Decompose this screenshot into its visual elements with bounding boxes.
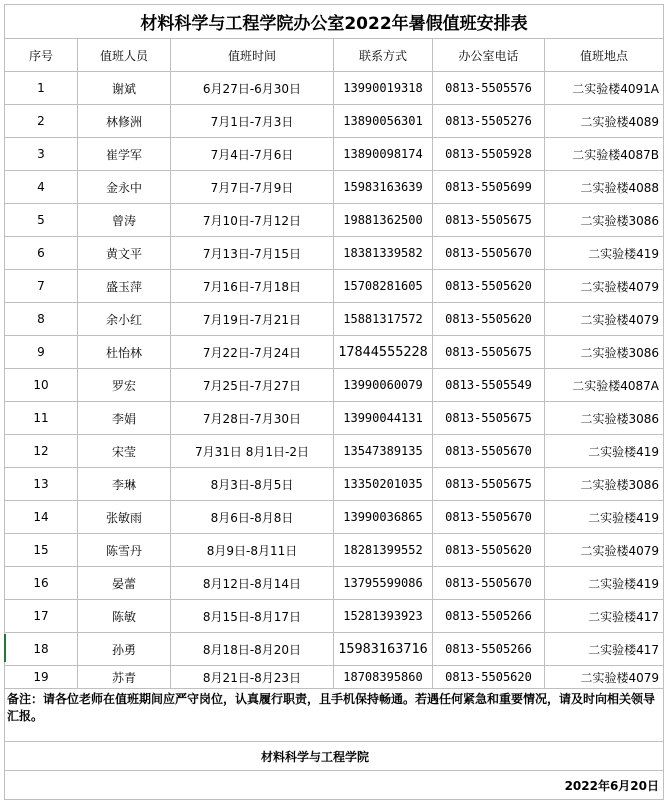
office-phone[interactable]: 0813-5505928 [433,138,545,171]
duty-location[interactable]: 二实验楼417 [545,600,664,633]
duty-person[interactable]: 金永中 [78,171,171,204]
duty-time[interactable]: 8月6日-8月8日 [171,501,334,534]
office-phone[interactable]: 0813-5505276 [433,105,545,138]
column-header-phone[interactable]: 联系方式 [334,39,433,72]
duty-location[interactable]: 二实验楼419 [545,567,664,600]
office-phone[interactable]: 0813-5505675 [433,204,545,237]
table-row [5,303,664,336]
contact-phone[interactable]: 17844555228 [334,336,433,369]
duty-location[interactable]: 二实验楼419 [545,501,664,534]
duty-person[interactable]: 黄文平 [78,237,171,270]
table-title[interactable]: 材料科学与工程学院办公室2022年暑假值班安排表 [5,5,664,39]
duty-time[interactable]: 7月7日-7月9日 [171,171,334,204]
table-row [5,204,664,237]
duty-time[interactable]: 7月22日-7月24日 [171,336,334,369]
duty-location[interactable]: 二实验楼4091A [545,72,664,105]
table-row [5,633,664,666]
duty-location[interactable]: 二实验楼4079 [545,303,664,336]
duty-location[interactable]: 二实验楼417 [545,633,664,666]
duty-location[interactable]: 二实验楼419 [545,435,664,468]
duty-time[interactable]: 7月16日-7月18日 [171,270,334,303]
duty-location[interactable]: 二实验楼4079 [545,270,664,303]
contact-phone[interactable]: 18708395860 [334,666,433,689]
row-number[interactable]: 14 [5,501,78,534]
duty-time[interactable]: 7月1日-7月3日 [171,105,334,138]
duty-person[interactable]: 罗宏 [78,369,171,402]
duty-time[interactable]: 8月15日-8月17日 [171,600,334,633]
table-row [5,369,664,402]
table-row [5,105,664,138]
contact-phone[interactable]: 13890056301 [334,105,433,138]
duty-time[interactable]: 7月31日 8月1日-2日 [171,435,334,468]
contact-phone[interactable]: 13795599086 [334,567,433,600]
table-row [5,435,664,468]
duty-location[interactable]: 二实验楼3086 [545,468,664,501]
duty-person[interactable]: 李娟 [78,402,171,435]
duty-location[interactable]: 二实验楼4087B [545,138,664,171]
contact-phone[interactable]: 13350201035 [334,468,433,501]
table-row [5,600,664,633]
table-row [5,402,664,435]
table-row [5,501,664,534]
row-number[interactable]: 9 [5,336,78,369]
duty-schedule-table [4,4,664,800]
duty-time[interactable]: 8月3日-8月5日 [171,468,334,501]
duty-time[interactable]: 7月13日-7月15日 [171,237,334,270]
contact-phone[interactable]: 15281393923 [334,600,433,633]
row-number[interactable]: 1 [5,72,78,105]
duty-person[interactable]: 苏青 [78,666,171,689]
duty-person[interactable]: 陈雪丹 [78,534,171,567]
table-row [5,534,664,567]
duty-person[interactable]: 盛玉萍 [78,270,171,303]
table-row [5,336,664,369]
duty-person[interactable]: 林修洲 [78,105,171,138]
table-row [5,72,664,105]
row-number[interactable]: 13 [5,468,78,501]
table-row [5,270,664,303]
duty-time[interactable]: 6月27日-6月30日 [171,72,334,105]
contact-phone[interactable]: 13990036865 [334,501,433,534]
row-number[interactable]: 19 [5,666,78,689]
row-number[interactable]: 4 [5,171,78,204]
contact-phone[interactable]: 15708281605 [334,270,433,303]
duty-person[interactable]: 宋莹 [78,435,171,468]
contact-phone[interactable]: 13990044131 [334,402,433,435]
table-row [5,567,664,600]
header-row [5,39,664,72]
row-number[interactable]: 2 [5,105,78,138]
row-number[interactable]: 15 [5,534,78,567]
contact-phone[interactable]: 13890098174 [334,138,433,171]
contact-phone[interactable]: 19881362500 [334,204,433,237]
row-number[interactable]: 17 [5,600,78,633]
duty-location[interactable]: 二实验楼3086 [545,204,664,237]
office-phone[interactable]: 0813-5505266 [433,600,545,633]
column-header-office-phone[interactable]: 办公室电话 [433,39,545,72]
office-phone[interactable]: 0813-5505675 [433,468,545,501]
date[interactable]: 2022年6月20日 [433,771,664,800]
office-phone[interactable]: 0813-5505549 [433,369,545,402]
table-row [5,138,664,171]
contact-phone[interactable]: 18281399552 [334,534,433,567]
duty-time[interactable]: 8月9日-8月11日 [171,534,334,567]
duty-time[interactable]: 7月25日-7月27日 [171,369,334,402]
office-phone[interactable]: 0813-5505675 [433,336,545,369]
spreadsheet [4,4,663,800]
duty-person[interactable]: 张敏雨 [78,501,171,534]
duty-location[interactable]: 二实验楼4089 [545,105,664,138]
table-row [5,171,664,204]
duty-time[interactable]: 7月4日-7月6日 [171,138,334,171]
duty-person[interactable]: 陈敏 [78,600,171,633]
office-phone[interactable]: 0813-5505620 [433,666,545,689]
duty-time[interactable]: 8月18日-8月20日 [171,633,334,666]
table-row [5,666,664,689]
office-phone[interactable]: 0813-5505576 [433,72,545,105]
row-number[interactable]: 3 [5,138,78,171]
row-number[interactable]: 6 [5,237,78,270]
signature[interactable]: 材料科学与工程学院 [171,742,664,771]
duty-location[interactable]: 二实验楼3086 [545,336,664,369]
contact-phone[interactable]: 15983163639 [334,171,433,204]
office-phone[interactable]: 0813-5505699 [433,171,545,204]
column-header-time[interactable]: 值班时间 [171,39,334,72]
office-phone[interactable]: 0813-5505620 [433,534,545,567]
row-number[interactable]: 8 [5,303,78,336]
table-row [5,237,664,270]
duty-time[interactable]: 8月12日-8月14日 [171,567,334,600]
duty-time[interactable]: 7月28日-7月30日 [171,402,334,435]
office-phone[interactable]: 0813-5505620 [433,303,545,336]
office-phone[interactable]: 0813-5505670 [433,567,545,600]
duty-location[interactable]: 二实验楼4079 [545,666,664,689]
office-phone[interactable]: 0813-5505675 [433,402,545,435]
office-phone[interactable]: 0813-5505266 [433,633,545,666]
duty-person[interactable]: 杜怡林 [78,336,171,369]
contact-phone[interactable]: 15881317572 [334,303,433,336]
column-header-no[interactable]: 序号 [5,39,78,72]
duty-location[interactable]: 二实验楼4087A [545,369,664,402]
blank-cell[interactable] [5,742,171,771]
duty-person[interactable]: 余小红 [78,303,171,336]
duty-location[interactable]: 二实验楼3086 [545,402,664,435]
row-number[interactable]: 5 [5,204,78,237]
contact-phone[interactable]: 15983163716 [334,633,433,666]
blank-cell[interactable] [5,771,433,800]
duty-person[interactable]: 谢斌 [78,72,171,105]
contact-phone[interactable]: 13547389135 [334,435,433,468]
table-row [5,468,664,501]
office-phone[interactable]: 0813-5505670 [433,237,545,270]
duty-location[interactable]: 二实验楼4079 [545,534,664,567]
row-number[interactable]: 11 [5,402,78,435]
row-number[interactable]: 7 [5,270,78,303]
row-number[interactable]: 18 [5,633,78,666]
duty-time[interactable]: 7月19日-7月21日 [171,303,334,336]
office-phone[interactable]: 0813-5505670 [433,501,545,534]
note-cell[interactable]: 备注：请各位老师在值班期间应严守岗位，认真履行职责，且手机保持畅通。若遇任何紧急和重要情况，请及时向相关领导汇报。 [5,689,664,742]
row-number[interactable]: 16 [5,567,78,600]
row-number[interactable]: 10 [5,369,78,402]
duty-person[interactable]: 崔学军 [78,138,171,171]
row-number[interactable]: 12 [5,435,78,468]
contact-phone[interactable]: 13990019318 [334,72,433,105]
duty-location[interactable]: 二实验楼4088 [545,171,664,204]
column-header-name[interactable]: 值班人员 [78,39,171,72]
duty-time[interactable]: 8月21日-8月23日 [171,666,334,689]
duty-person[interactable]: 李琳 [78,468,171,501]
duty-person[interactable]: 曾涛 [78,204,171,237]
duty-person[interactable]: 晏蕾 [78,567,171,600]
duty-person[interactable]: 孙勇 [78,633,171,666]
contact-phone[interactable]: 18381339582 [334,237,433,270]
duty-time[interactable]: 7月10日-7月12日 [171,204,334,237]
contact-phone[interactable]: 13990060079 [334,369,433,402]
office-phone[interactable]: 0813-5505620 [433,270,545,303]
duty-location[interactable]: 二实验楼419 [545,237,664,270]
selection-marker [4,634,6,662]
office-phone[interactable]: 0813-5505670 [433,435,545,468]
column-header-location[interactable]: 值班地点 [545,39,664,72]
